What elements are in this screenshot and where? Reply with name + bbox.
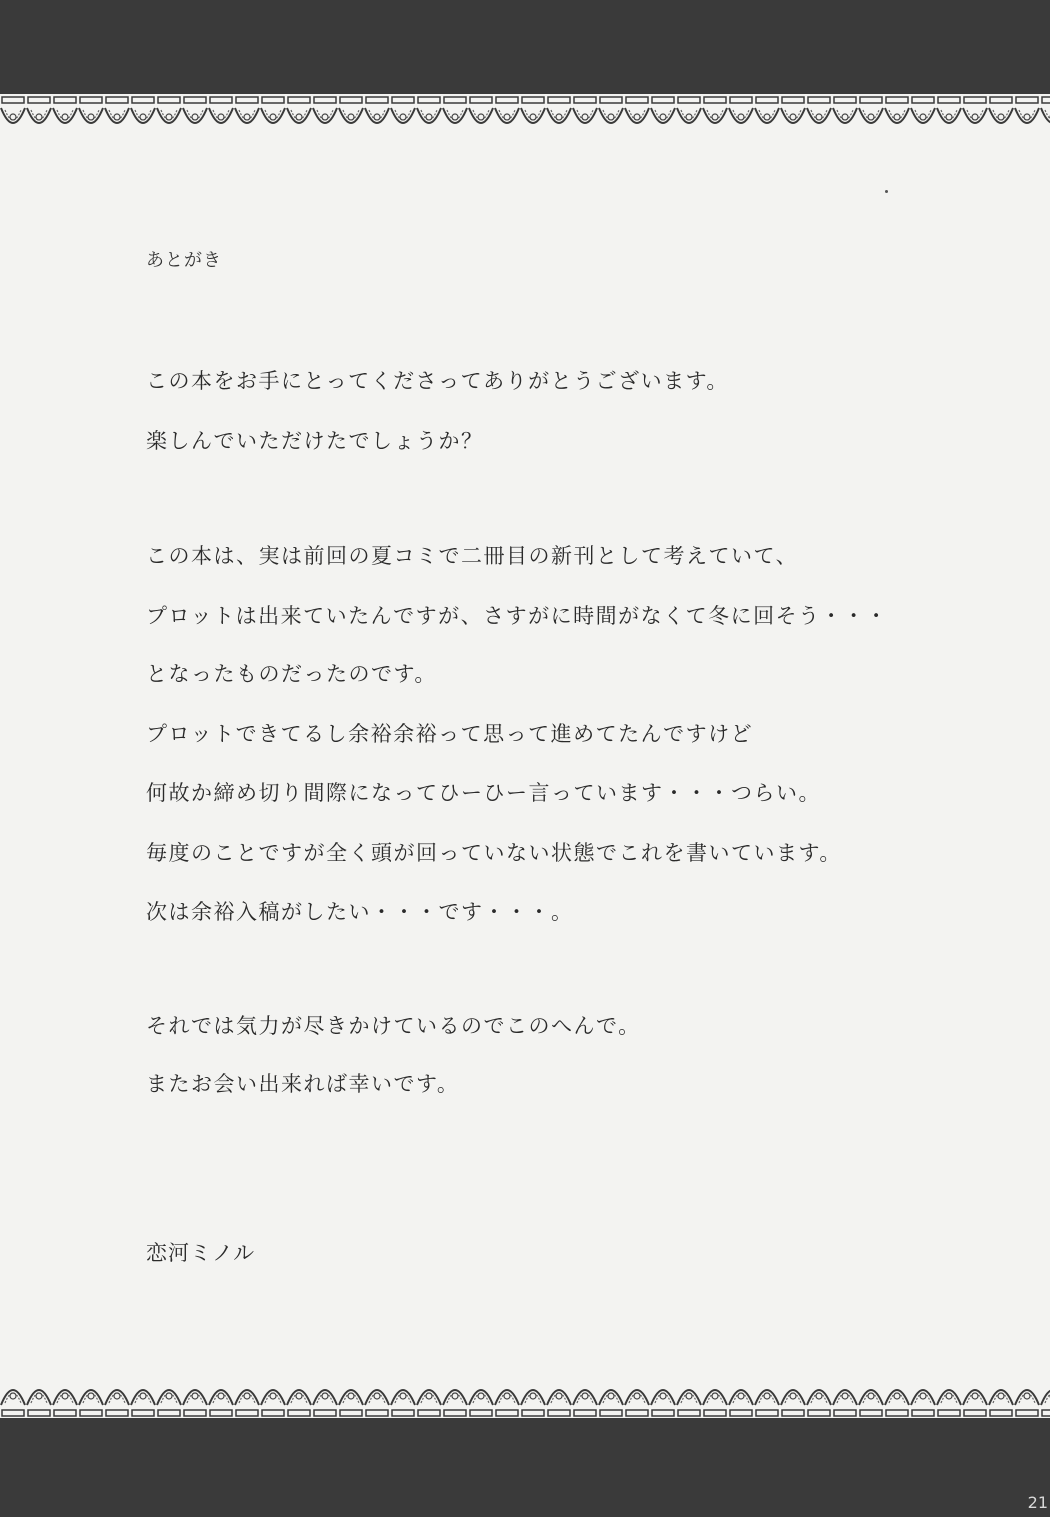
page-number: 21 <box>1027 1493 1048 1512</box>
text-line: この本をお手にとってくださってありがとうございます。 <box>146 369 729 393</box>
text-line: またお会い出来れば幸いです。 <box>146 1072 460 1096</box>
top-lace-border <box>0 94 1050 140</box>
text-line: それでは気力が尽きかけているのでこのへんで。 <box>146 1014 641 1038</box>
afterword-heading: あとがき <box>146 250 222 271</box>
paper-speck <box>885 190 888 193</box>
text-line: となったものだったのです。 <box>146 662 437 686</box>
text-line: プロットできてるし余裕余裕って思って進めてたんですけど <box>146 722 754 746</box>
author-signature: 恋河ミノル <box>146 1241 256 1265</box>
text-line: 楽しんでいただけたでしょうか？ <box>146 429 484 453</box>
text-line: プロットは出来ていたんですが、さすがに時間がなくて冬に回そう・・・ <box>146 604 889 628</box>
text-line: 次は余裕入稿がしたい・・・です・・・。 <box>146 900 574 924</box>
text-line: 毎度のことですが全く頭が回っていない状態でこれを書いています。 <box>146 841 842 865</box>
bottom-dark-band <box>0 1418 1050 1517</box>
text-line: この本は、実は前回の夏コミで二冊目の新刊として考えていて、 <box>146 544 799 568</box>
top-dark-band <box>0 0 1050 96</box>
bottom-lace-border <box>0 1373 1050 1419</box>
text-line: 何故か締め切り間際になってひーひー言っています・・・つらい。 <box>146 781 821 805</box>
